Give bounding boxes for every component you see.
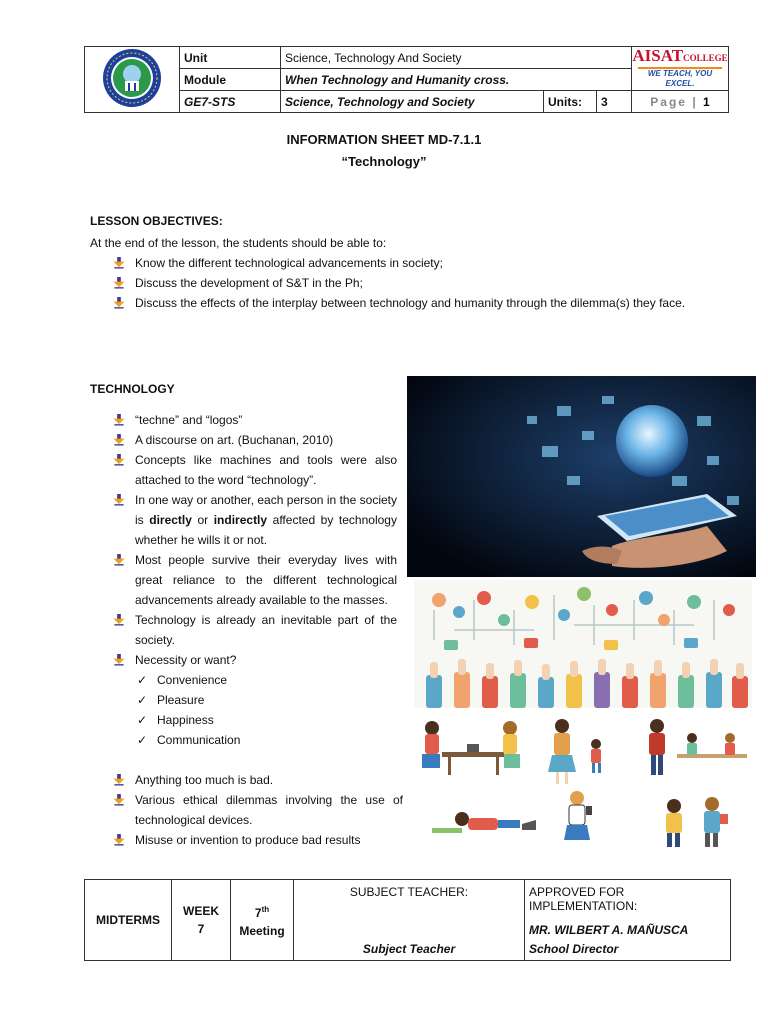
arrow-bullet-icon bbox=[113, 774, 125, 786]
units-value: 3 bbox=[597, 91, 632, 113]
list-item: A discourse on art. (Buchanan, 2010) bbox=[113, 430, 397, 450]
technology-heading: TECHNOLOGY bbox=[90, 382, 175, 396]
page-indicator bbox=[632, 91, 729, 113]
list-item: Know the different technological advancements in society; bbox=[113, 253, 693, 273]
header-table bbox=[84, 46, 729, 113]
college-brand bbox=[632, 47, 729, 91]
brand-suffix: COLLEGE bbox=[683, 53, 728, 63]
meeting-label: Meeting bbox=[239, 923, 285, 938]
sub-list-item: ✓ Pleasure bbox=[135, 690, 397, 710]
approved-header: APPROVED FOR IMPLEMENTATION: bbox=[529, 885, 638, 913]
arrow-bullet-icon bbox=[113, 434, 125, 446]
footer-table bbox=[84, 879, 731, 961]
app-icons-hands-image bbox=[414, 580, 752, 708]
list-item: Necessity or want? ✓ Convenience ✓ Pleasure ✓ Happiness ✓ Communication bbox=[113, 650, 397, 750]
list-item: “techne” and “logos” bbox=[113, 410, 397, 430]
week-cell bbox=[172, 880, 231, 961]
list-item: Concepts like machines and tools were also attached to the word “technology”. bbox=[113, 450, 397, 490]
subject-teacher-cell bbox=[294, 880, 525, 961]
sub-list-item: ✓ Convenience bbox=[135, 670, 397, 690]
arrow-bullet-icon bbox=[113, 614, 125, 626]
arrow-bullet-icon bbox=[113, 654, 125, 666]
arrow-bullet-icon bbox=[113, 794, 125, 806]
sub-list-item: ✓ Communication bbox=[135, 730, 397, 750]
list-item: Discuss the effects of the interplay between technology and humanity through the dilemma(s) they face. bbox=[113, 293, 693, 313]
checkmark-icon: ✓ bbox=[137, 733, 148, 747]
arrow-bullet-icon bbox=[113, 494, 125, 506]
week-value: 7 bbox=[197, 922, 205, 936]
objectives-intro: At the end of the lesson, the students should be able to: bbox=[90, 236, 387, 250]
teacher-header: SUBJECT TEACHER: bbox=[349, 885, 469, 899]
meeting-cell bbox=[231, 880, 294, 961]
sheet-title: INFORMATION SHEET MD-7.1.1 bbox=[286, 132, 482, 147]
objectives-list bbox=[113, 253, 693, 313]
list-item: In one way or another, each person in the society is directly or indirectly affected by technology whether he wills it or not. bbox=[113, 490, 397, 550]
units-label: Units: bbox=[544, 91, 597, 113]
module-label: Module bbox=[180, 69, 281, 91]
school-seal-logo bbox=[85, 47, 180, 113]
sheet-subtitle: “Technology” bbox=[341, 154, 427, 169]
sub-list bbox=[135, 670, 397, 750]
brand-tagline: WE TEACH, YOU EXCEL. bbox=[638, 67, 722, 89]
unit-value: Science, Technology And Society bbox=[281, 47, 632, 69]
technology-list-continued bbox=[113, 770, 403, 850]
sub-list-item: ✓ Happiness bbox=[135, 710, 397, 730]
module-value: When Technology and Humanity cross. bbox=[281, 69, 632, 91]
course-title: Science, Technology and Society bbox=[281, 91, 544, 113]
arrow-bullet-icon bbox=[113, 834, 125, 846]
brand-name: AISAT bbox=[632, 46, 684, 65]
list-item: Most people survive their everyday lives with great reliance to the different technological advancements already available to the masses. bbox=[113, 550, 397, 610]
course-code: GE7-STS bbox=[180, 91, 281, 113]
page-label: Page | bbox=[650, 94, 698, 109]
term-label: MIDTERMS bbox=[85, 880, 172, 961]
arrow-bullet-icon bbox=[113, 454, 125, 466]
checkmark-icon: ✓ bbox=[137, 673, 148, 687]
teacher-role: Subject Teacher bbox=[362, 942, 456, 956]
list-item: Discuss the development of S&T in the Ph; bbox=[113, 273, 693, 293]
list-item: Various ethical dilemmas involving the use of technological devices. bbox=[113, 790, 403, 830]
arrow-bullet-icon bbox=[113, 257, 125, 269]
week-label: WEEK bbox=[183, 904, 219, 918]
director-role: School Director bbox=[529, 942, 619, 956]
approval-cell bbox=[525, 880, 731, 961]
list-item: Technology is already an inevitable part of the society. bbox=[113, 610, 397, 650]
director-name: MR. WILBERT A. MAÑUSCA bbox=[529, 923, 689, 937]
objectives-heading: LESSON OBJECTIVES: bbox=[90, 214, 223, 228]
arrow-bullet-icon bbox=[113, 554, 125, 566]
seal-icon bbox=[96, 47, 168, 109]
checkmark-icon: ✓ bbox=[137, 693, 148, 707]
people-using-devices-image bbox=[412, 714, 754, 850]
page-number: 1 bbox=[703, 94, 710, 109]
arrow-bullet-icon bbox=[113, 277, 125, 289]
list-item: Misuse or invention to produce bad results bbox=[113, 830, 403, 850]
arrow-bullet-icon bbox=[113, 297, 125, 309]
arrow-bullet-icon bbox=[113, 414, 125, 426]
list-item: Anything too much is bad. bbox=[113, 770, 403, 790]
hand-tablet-globe-image bbox=[407, 376, 756, 577]
unit-label: Unit bbox=[180, 47, 281, 69]
meeting-ordinal: th bbox=[261, 904, 270, 914]
checkmark-icon: ✓ bbox=[137, 713, 148, 727]
meeting-number: 7 bbox=[254, 905, 262, 920]
technology-list bbox=[113, 410, 397, 750]
